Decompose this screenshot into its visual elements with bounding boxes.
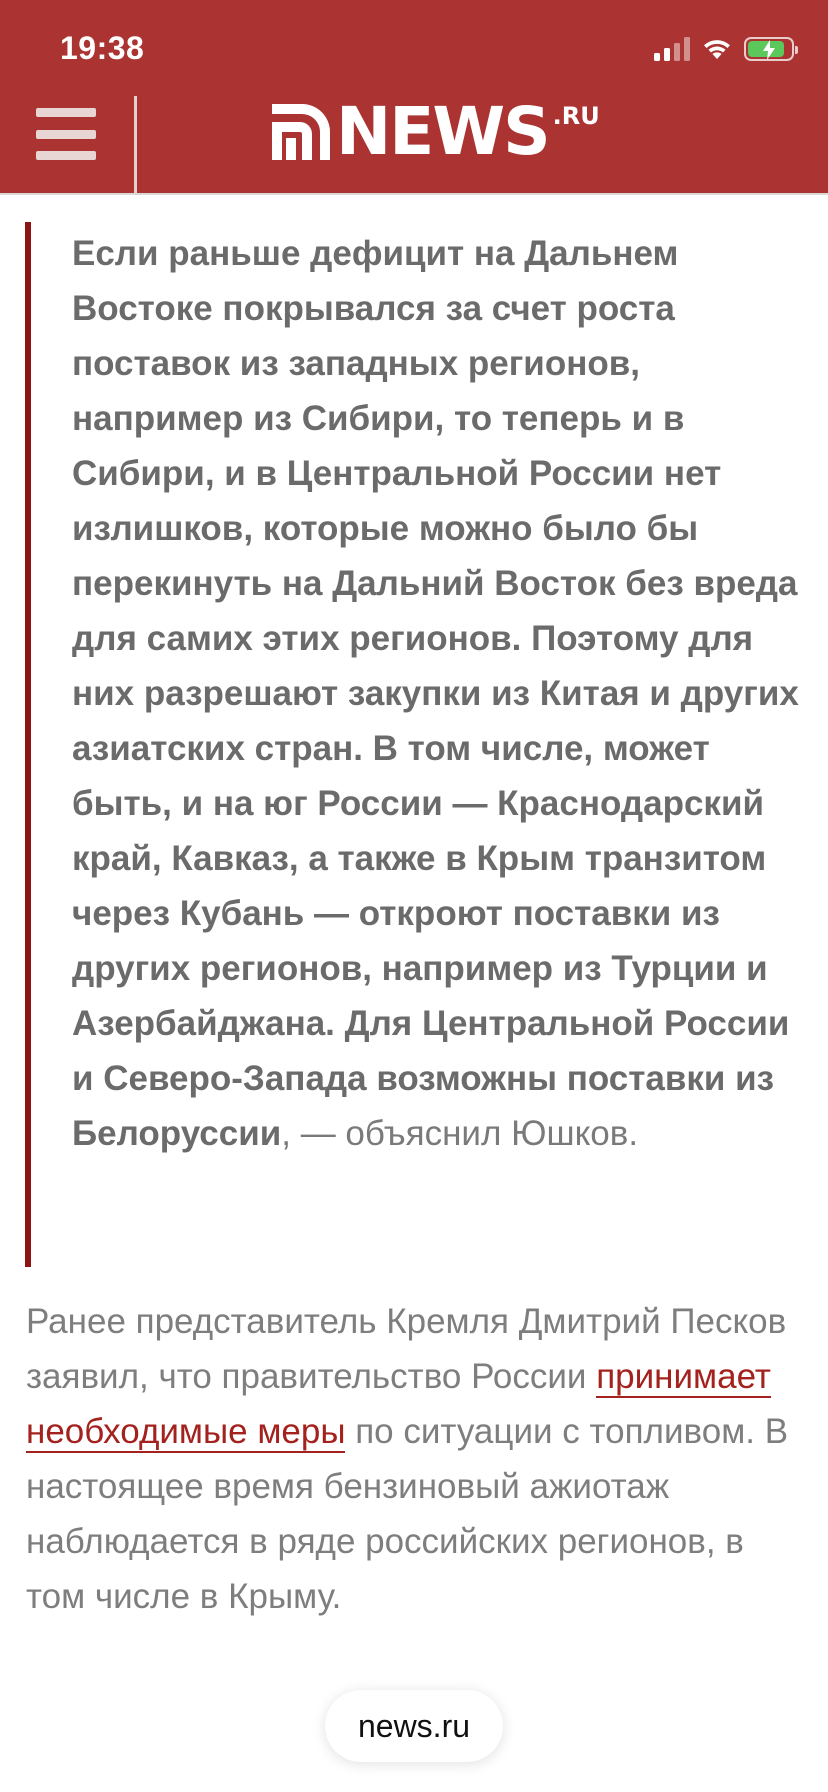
- article-text-before-link: Ранее представитель Кремля Дмитрий Песков заявил, что правительство России: [26, 1302, 787, 1396]
- wifi-icon: [702, 37, 732, 61]
- status-time: 19:38: [60, 30, 145, 66]
- site-header: [0, 0, 828, 195]
- logo-mark-icon: [272, 104, 330, 160]
- quote-attribution: , — объяснил Юшков.: [281, 1114, 639, 1153]
- logo-text: NEWS: [336, 93, 549, 170]
- blockquote: [25, 222, 805, 1267]
- logo-suffix: .RU: [552, 102, 600, 130]
- hamburger-menu-icon[interactable]: [36, 108, 96, 160]
- status-icons: [654, 36, 794, 62]
- cellular-signal-icon: [654, 37, 690, 61]
- header-divider: [134, 96, 137, 194]
- quote-text: [72, 226, 812, 1161]
- article-paragraph: [26, 1294, 806, 1624]
- address-bar-url: news.ru: [357, 1707, 471, 1744]
- article-text-after-link: по ситуации с топливом. В настоящее время бензиновый ажиотаж наблюдается в ряде российских регионов, в том числе в Крыму.: [26, 1412, 789, 1616]
- battery-icon: [744, 37, 794, 61]
- article-link[interactable]: принимает необходимые меры: [26, 1357, 771, 1451]
- quote-text-bold: Если раньше дефицит на Дальнем Востоке покрывался за счет роста поставок из западных регионов, например из Сибири, то теперь и в Сибири, и в Центральной России нет излишков, которые можно было бы перекинуть на Дальний Восток без вреда для самих этих регионов. Поэтому для них разрешают закупки из Китая и других азиатских стран. В том числе, может быть, и на юг России — Краснодарский край, Кавказ, а также в Крым транзитом через Кубань — откроют поставки из других регионов, например из Турции и Азербайджана. Для Центральной России и Северо-Запада возможны поставки из Белоруссии: [72, 234, 799, 1153]
- address-bar[interactable]: [325, 1690, 503, 1762]
- news-ru-logo[interactable]: [272, 93, 600, 170]
